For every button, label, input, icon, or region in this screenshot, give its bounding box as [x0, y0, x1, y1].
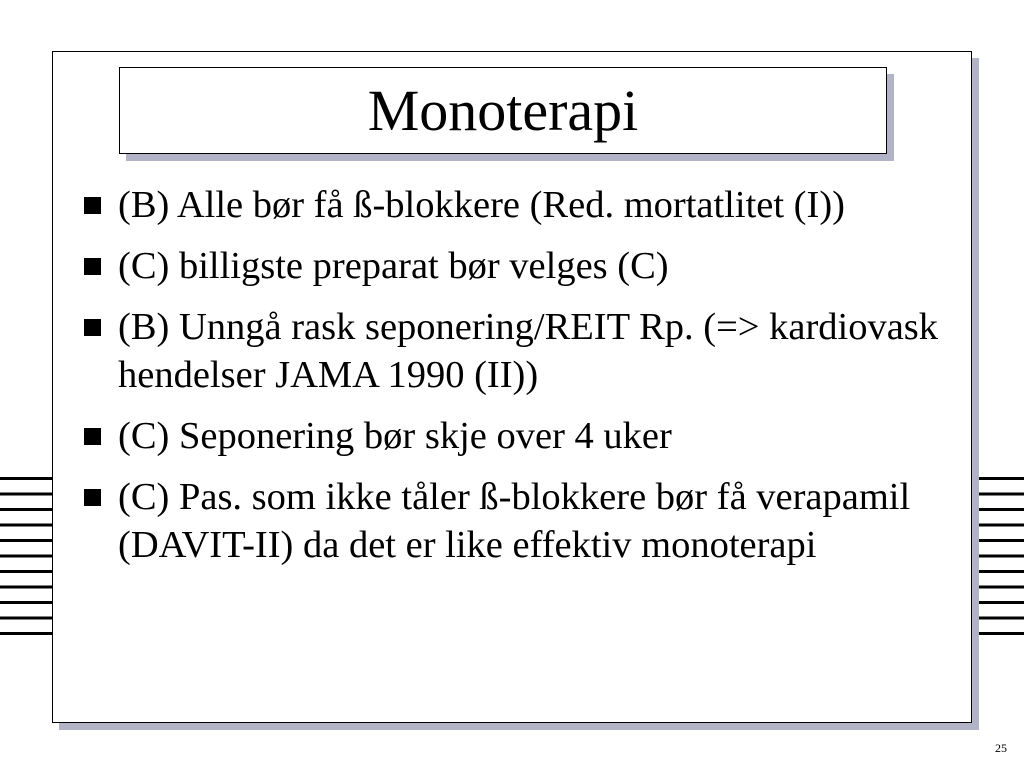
bullet-text: (C) billigste preparat bør velges (C) — [118, 245, 669, 287]
square-bullet-icon — [84, 197, 101, 214]
slide-title: Monoterapi — [367, 77, 639, 143]
bullet-item — [84, 303, 944, 399]
bullet-text: (C) Seponering bør skje over 4 uker — [118, 415, 672, 457]
bullet-item — [84, 473, 944, 569]
decorative-stripes-left — [0, 477, 60, 647]
bullet-item — [84, 242, 944, 290]
slide-number: 25 — [995, 741, 1007, 755]
square-bullet-icon — [84, 428, 101, 445]
bullet-text: (B) Alle bør få ß-blokkere (Red. mortatlitet (I)) — [118, 184, 845, 226]
decorative-stripes-right — [975, 477, 1024, 647]
square-bullet-icon — [84, 258, 101, 275]
bullet-item — [84, 181, 944, 229]
bullet-text: (C) Pas. som ikke tåler ß-blokkere bør få verapamil (DAVIT-II) da det er like effektiv monoterapi — [118, 476, 911, 566]
bullet-item — [84, 412, 944, 460]
bullet-list — [84, 181, 944, 582]
title-box — [119, 67, 887, 154]
square-bullet-icon — [84, 319, 101, 336]
bullet-text: (B) Unngå rask seponering/REIT Rp. (=> kardiovask hendelser JAMA 1990 (II)) — [118, 306, 939, 396]
square-bullet-icon — [84, 489, 101, 506]
